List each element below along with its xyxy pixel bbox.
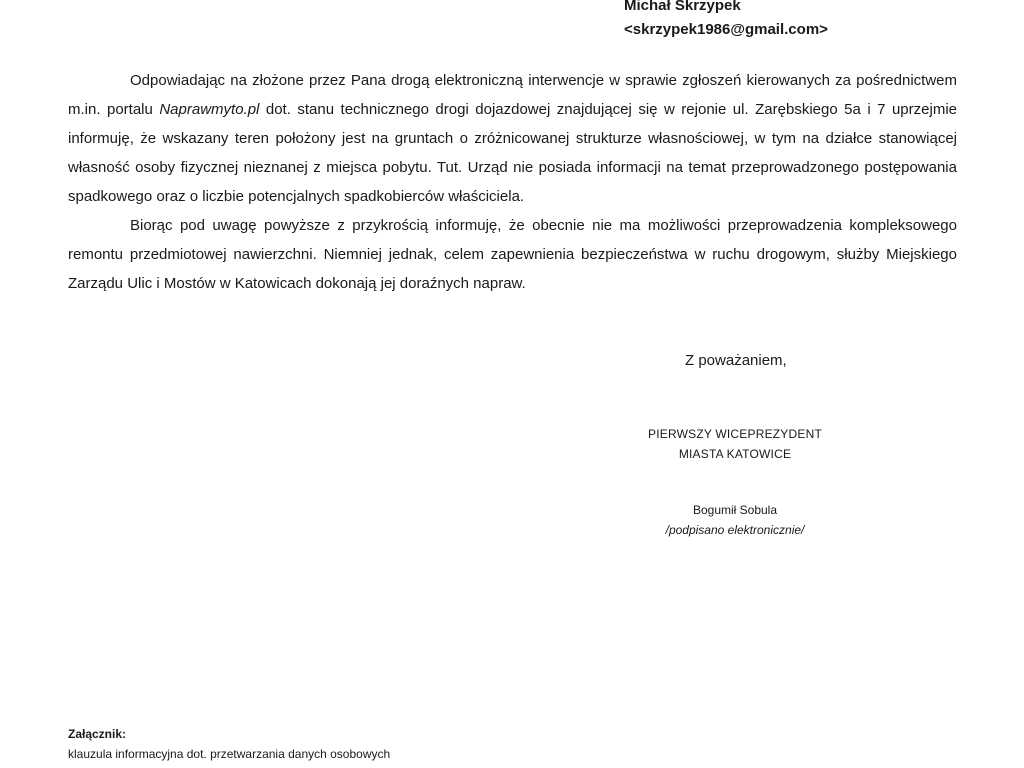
recipient-name: Michał Skrzypek bbox=[624, 0, 741, 14]
paragraph-1-end: dot. stanu technicznego drogi dojazdowej znajdującej się w rejonie ul. Zarębskiego 5a i 7 uprzejmie informuję, że wskazany teren położony jest na gruntach o zróżnicowanej strukturze własnościowej, w tym na działce stanowiącej własność osoby fizycznej nieznanej z miejsca pobytu. Tut. Urząd nie posiada informacji na temat przeprowadzonego postępowania spadkowego oraz o liczbie potencjalnych spadkobierców właściciela. bbox=[68, 101, 957, 205]
letter-body bbox=[68, 66, 957, 298]
signature-note: /podpisano elektronicznie/ bbox=[665, 523, 805, 537]
paragraph-1 bbox=[68, 66, 957, 211]
paragraph-1-start: Odpowiadając na złożone przez Pana drogą elektroniczną interwencje w sprawie zgłoszeń kierowanych za pośrednictwem m.in. portalu bbox=[68, 72, 957, 118]
position-line-1: PIERWSZY WICEPREZYDENT bbox=[648, 427, 822, 441]
closing-salutation: Z poważaniem, bbox=[685, 352, 787, 369]
paragraph-2: Biorąc pod uwagę powyższe z przykrością informuję, że obecnie nie ma możliwości przeprowadzenia kompleksowego remontu przedmiotowej nawierzchni. Niemniej jednak, celem zapewnienia bezpieczeństwa w ruchu drogowym, służby Miejskiego Zarządu Ulic i Mostów w Katowicach dokonają jej doraźnych napraw. bbox=[68, 217, 957, 292]
recipient-email: <skrzypek1986@gmail.com> bbox=[624, 21, 828, 38]
attachment-item: klauzula informacyjna dot. przetwarzania danych osobowych bbox=[68, 747, 391, 761]
signatory-position bbox=[600, 424, 870, 464]
recipient-block bbox=[624, 0, 828, 42]
attachment-heading: Załącznik: bbox=[68, 727, 127, 741]
signatory bbox=[600, 500, 870, 540]
attachment-block bbox=[68, 724, 390, 764]
site-name: Naprawmyto.pl bbox=[159, 101, 260, 118]
signer-name: Bogumił Sobula bbox=[692, 503, 778, 517]
position-line-2: MIASTA KATOWICE bbox=[678, 447, 792, 461]
